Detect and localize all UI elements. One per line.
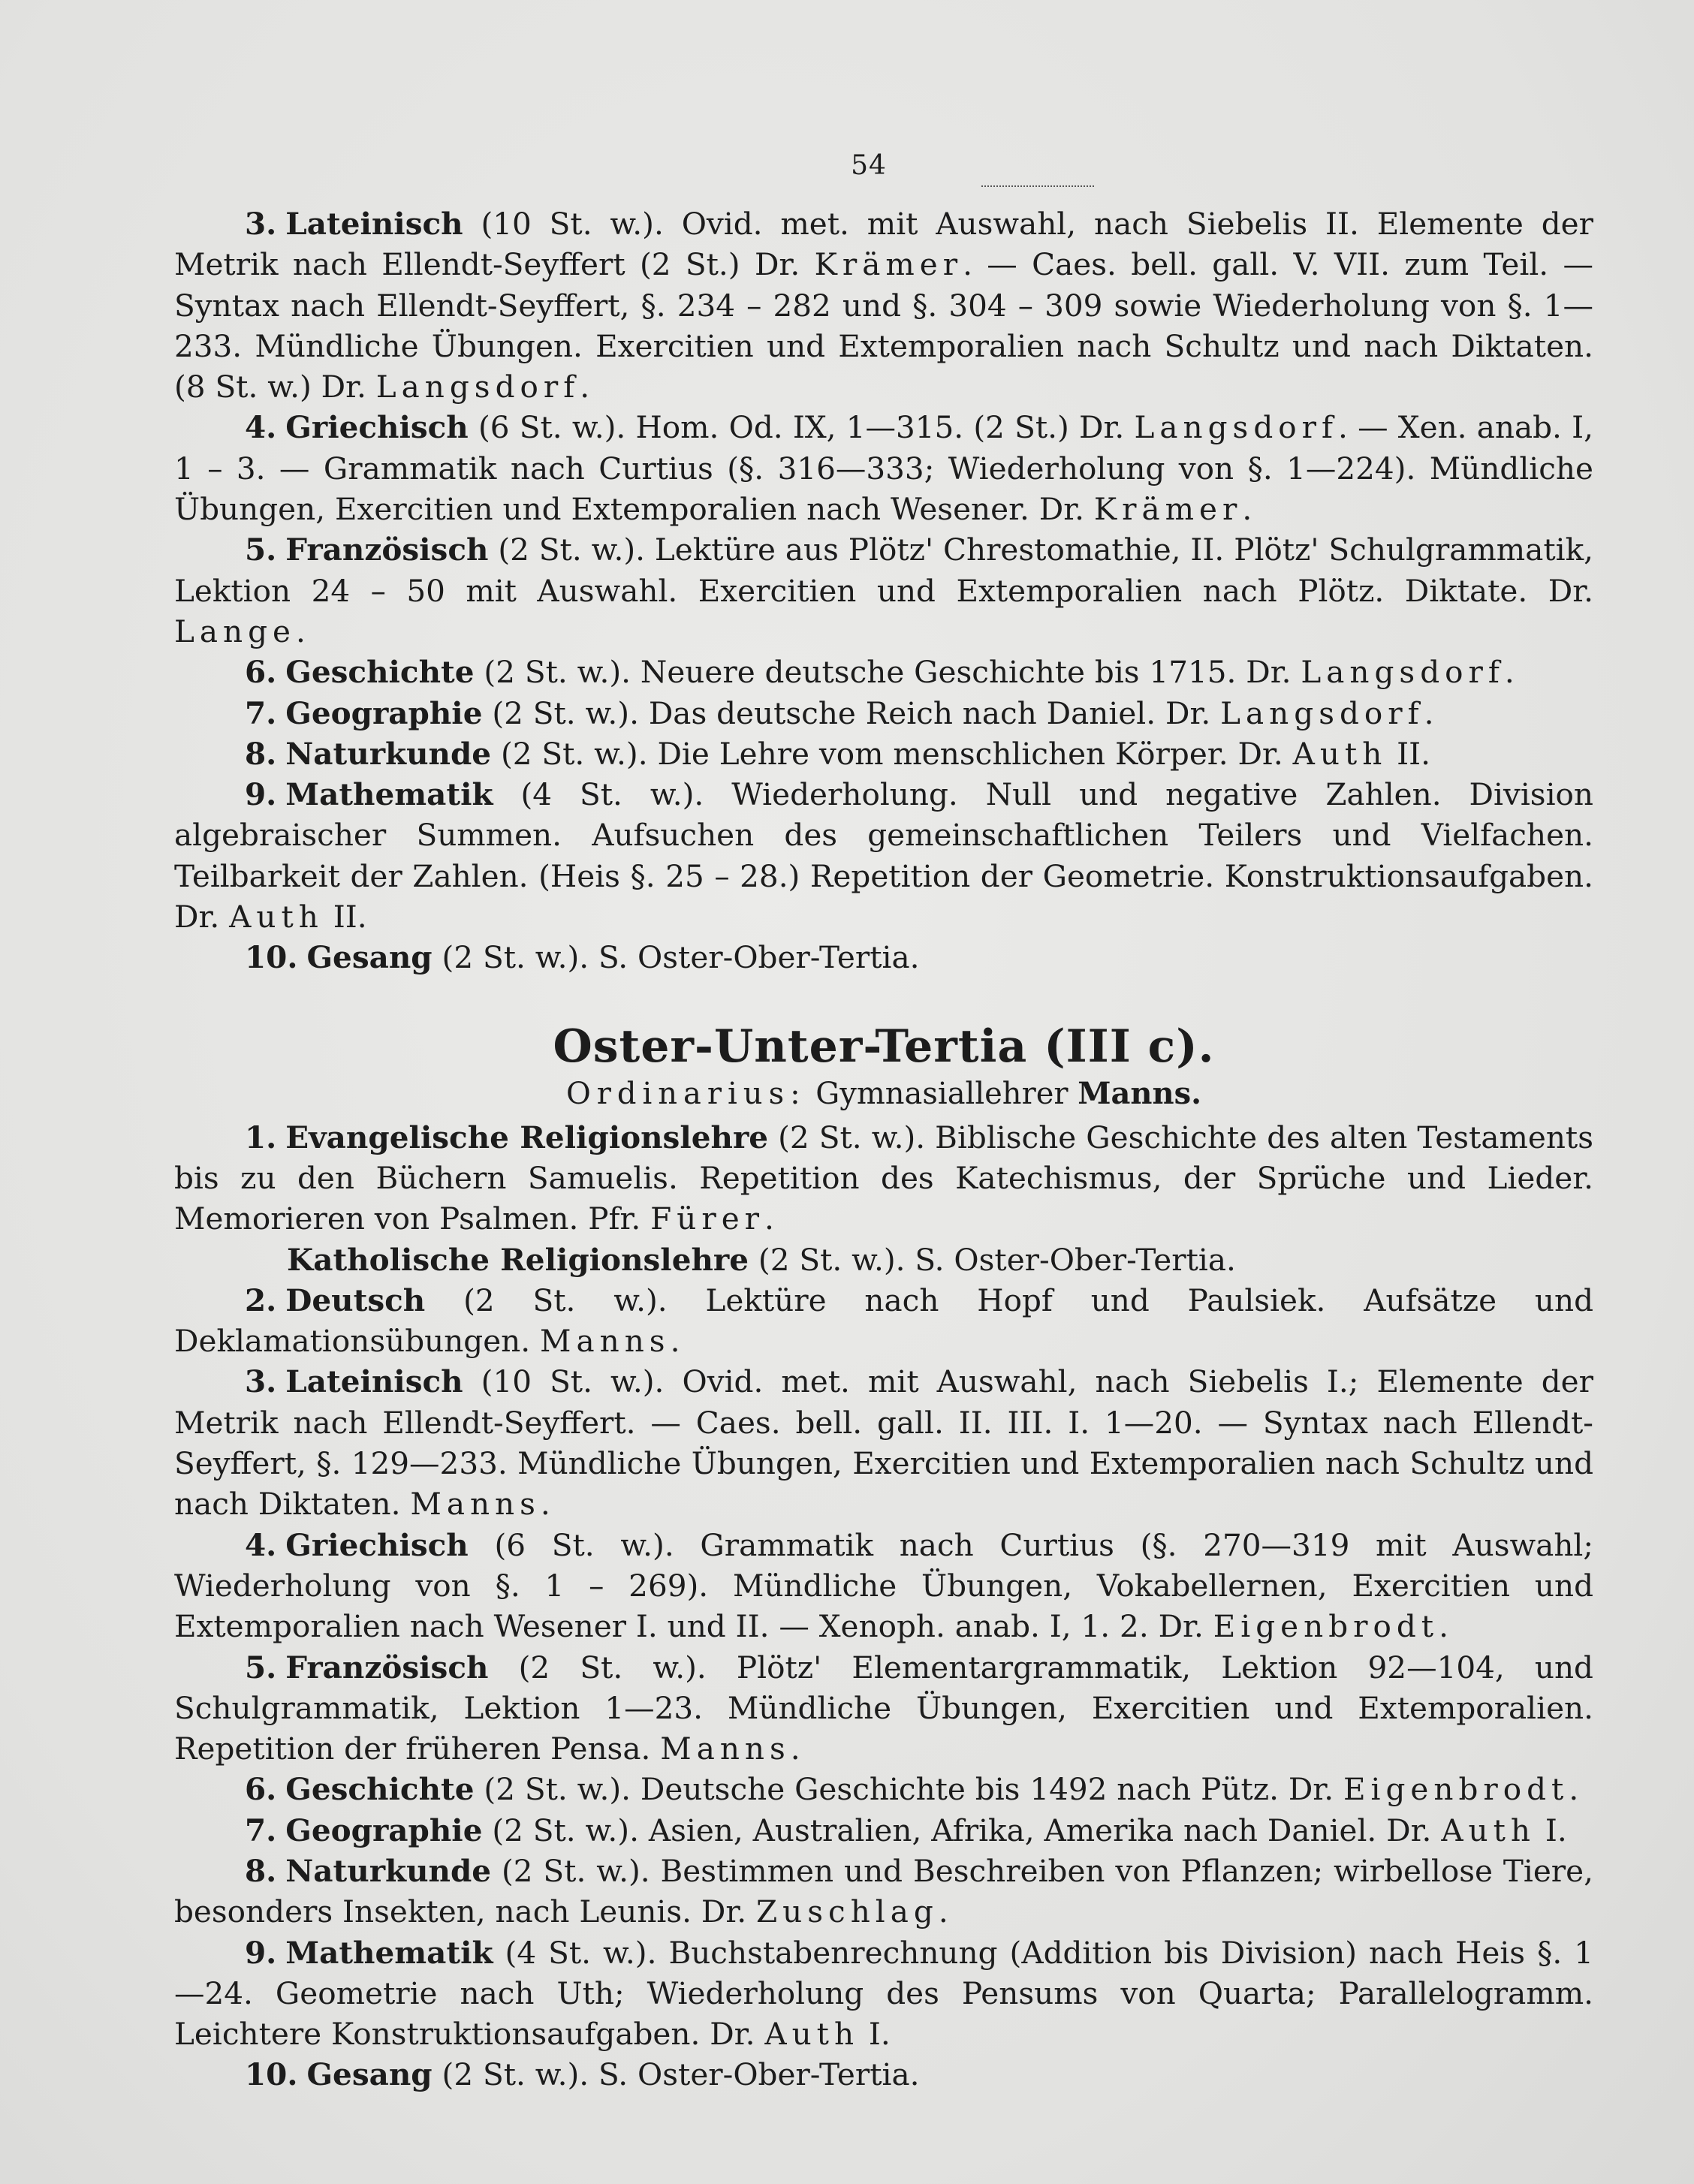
entry-subject: Gesang — [306, 2056, 433, 2093]
entry-teacher: Lange — [174, 613, 297, 649]
entry-number: 4. — [245, 409, 277, 446]
entry-number: 5. — [245, 532, 277, 568]
curriculum-entry — [174, 203, 1593, 407]
entry-teacher: Fürer — [650, 1200, 765, 1237]
entry-text: (6 St. w.). Hom. Od. IX, 1—315. (2 St.) Dr. — [468, 409, 1135, 446]
entry-number: 4. — [245, 1526, 277, 1563]
entry-text: (2 St. w.). Deutsche Geschichte bis 1492 nach Pütz. Dr. — [474, 1771, 1343, 1808]
entry-text: (2 St. w.). S. Oster-Ober-Tertia. — [432, 2056, 920, 2093]
entry-number: 10. — [245, 939, 298, 976]
entry-number: 5. — [245, 1649, 277, 1685]
entry-subject: Evangelische Religionslehre — [285, 1119, 769, 1155]
entry-subject: Lateinisch — [285, 206, 463, 242]
curriculum-entry — [174, 407, 1593, 529]
entry-text: (2 St. w.). Das deutsche Reich nach Daniel. Dr. — [482, 694, 1221, 731]
entry-subject: Mathematik — [285, 1934, 493, 1971]
entry-text: (4 St. w.). Wiederholung. Null und negative Zahlen. Division algebraischer Summen. Aufsuchen des gemeinschaftlichen Teilers und Vielfachen. Teilbarkeit der Zahlen. (Heis §. 25 – 28.) Repetition der Geometrie. Konstruktionsaufgaben. Dr. — [174, 776, 1593, 935]
entry-teacher: Manns — [540, 1323, 671, 1360]
entry-number: 2. — [245, 1282, 277, 1318]
entry-text: . — [938, 1893, 948, 1930]
entry-teacher: Langsdorf — [1220, 694, 1424, 731]
entry-subject: Deutsch — [285, 1282, 426, 1318]
entry-number: 3. — [245, 206, 277, 242]
upper-section-list — [174, 203, 1593, 978]
entry-teacher: Auth — [764, 2016, 860, 2053]
entry-text: . — [580, 369, 590, 405]
entry-subject: Französisch — [285, 1649, 489, 1685]
entry-teacher: Manns — [660, 1731, 791, 1767]
page-content — [174, 150, 1593, 2095]
entry-number: 7. — [245, 1812, 277, 1848]
curriculum-entry — [174, 2054, 1593, 2095]
entry-number: 3. — [245, 1363, 277, 1400]
curriculum-entry — [174, 693, 1593, 734]
entry-subject: Gesang — [306, 939, 433, 976]
section-heading: Oster-Unter-Tertia (III c). — [553, 1020, 1215, 1073]
curriculum-entry — [174, 1361, 1593, 1524]
entry-number: 8. — [245, 735, 277, 772]
entry-text: (2 St. w.). Lektüre nach Hopf und Paulsiek. Aufsätze und Deklamationsübungen. — [174, 1282, 1593, 1360]
entry-teacher: Langsdorf — [1301, 654, 1505, 691]
entry-subject: Mathematik — [285, 776, 493, 813]
curriculum-entry — [174, 652, 1593, 692]
entry-teacher: Eigenbrodt — [1213, 1608, 1439, 1645]
entry-number: 8. — [245, 1852, 277, 1889]
curriculum-entry — [174, 1769, 1593, 1809]
entry-teacher: Krämer — [1093, 491, 1243, 528]
entry-teacher: Auth — [229, 899, 324, 935]
curriculum-entry — [174, 1280, 1593, 1362]
entry-teacher: Langsdorf — [375, 369, 580, 405]
curriculum-entry — [174, 529, 1593, 652]
entry-subject: Geschichte — [285, 1771, 475, 1808]
entry-teacher: Zuschlag — [756, 1893, 939, 1930]
ordinarius-label: Ordinarius: — [565, 1076, 806, 1111]
entry-text: (10 St. w.). Ovid. met. mit Auswahl, nach Siebelis I.; Elemente der Metrik nach Ellendt-Seyffert. — Caes. bell. gall. II. III. I. 1—20. — Syntax nach Ellendt-Seyffert, §. 129—233. Mündliche Übungen, Exercitien und Extemporalien nach Schultz und nach Diktaten. — [174, 1363, 1593, 1523]
entry-subject: Griechisch — [285, 1526, 469, 1563]
entry-number: 6. — [245, 654, 277, 691]
entry-text: (6 St. w.). Grammatik nach Curtius (§. 270—319 mit Auswahl; Wiederholung von §. 1 – 269). Mündliche Übungen, Vokabellernen, Exercitien und Extemporalien nach Wesener I. und II. — Xenoph. anab. I, 1. 2. Dr. — [174, 1526, 1593, 1645]
entry-text: . — [1504, 654, 1515, 691]
entry-text: . — [540, 1486, 550, 1523]
entry-text: (2 St. w.). Lektüre aus Plötz' Chrestomathie, II. Plötz' Schulgrammatik, Lektion 24 – 50 mit Auswahl. Exercitien und Extemporalien nach Plötz. Diktate. Dr. — [174, 532, 1593, 609]
entry-text: . — [790, 1731, 800, 1767]
entry-subject: Lateinisch — [285, 1363, 463, 1400]
entry-subject: Katholische Religionslehre — [287, 1241, 749, 1278]
page-number-ornament — [981, 178, 1094, 187]
entry-text: . — [296, 613, 306, 649]
entry-text: . — [670, 1323, 680, 1360]
entry-teacher: Langsdorf — [1134, 409, 1338, 446]
curriculum-entry — [174, 937, 1593, 978]
entry-subject: Naturkunde — [285, 735, 492, 772]
entry-text: (2 St. w.). Die Lehre vom menschlichen Körper. Dr. — [491, 735, 1293, 772]
entry-text: (2 St. w.). Biblische Geschichte des alten Testaments bis zu den Büchern Samuelis. Repetition des Katechismus, der Sprüche und Lieder. Memorieren von Psalmen. Pfr. — [174, 1119, 1593, 1237]
entry-number: 6. — [245, 1771, 277, 1808]
entry-subject: Französisch — [285, 532, 489, 568]
entry-subject: Geographie — [285, 1812, 483, 1848]
entry-number: 7. — [245, 694, 277, 731]
entry-text: (2 St. w.). Plötz' Elementargrammatik, Lektion 92—104, und Schulgrammatik, Lektion 1—23. Mündliche Übungen, Exercitien und Extemporalien. Repetition der früheren Pensa. — [174, 1649, 1593, 1767]
entry-number: 9. — [245, 1934, 277, 1971]
entry-number: 10. — [245, 2056, 298, 2093]
entry-text: . — Xen. anab. I, 1 – 3. — Grammatik nach Curtius (§. 316—333; Wiederholung von §. 1—224). Mündliche Übungen, Exercitien und Extemporalien nach Wesener. Dr. — [174, 409, 1593, 528]
entry-teacher: Auth — [1441, 1812, 1536, 1848]
entry-text: II. — [1387, 735, 1431, 772]
curriculum-entry — [174, 1647, 1593, 1770]
entry-subject: Naturkunde — [285, 1852, 492, 1889]
entry-text: . — [1439, 1608, 1448, 1645]
entry-teacher: Auth — [1292, 735, 1388, 772]
entry-teacher: Krämer — [814, 246, 963, 283]
curriculum-entry — [174, 1117, 1593, 1240]
entry-teacher: Manns — [410, 1486, 541, 1523]
entry-text: (4 St. w.). Buchstabenrechnung (Addition bis Division) nach Heis §. 1—24. Geometrie nach Uth; Wiederholung des Pensums von Quarta; Parallelogramm. Leichtere Konstruktionsaufgaben. Dr. — [174, 1934, 1593, 2053]
entry-text: I. — [1536, 1812, 1567, 1848]
entry-text: . — [764, 1200, 774, 1237]
curriculum-entry — [174, 1810, 1593, 1851]
entry-teacher: Eigenbrodt — [1343, 1771, 1569, 1808]
entry-text: (2 St. w.). S. Oster-Ober-Tertia. — [749, 1241, 1236, 1278]
curriculum-entry — [174, 774, 1593, 937]
curriculum-entry — [174, 734, 1593, 774]
entry-text: (2 St. w.). Bestimmen und Beschreiben von Pflanzen; wirbellose Tiere, besonders Insekten, nach Leunis. Dr. — [174, 1852, 1593, 1930]
curriculum-entry — [174, 1240, 1593, 1280]
entry-text: (2 St. w.). Neuere deutsche Geschichte bis 1715. Dr. — [474, 654, 1301, 691]
entry-text: . — [1424, 694, 1434, 731]
entry-number: 9. — [245, 776, 277, 813]
curriculum-entry — [174, 1932, 1593, 2055]
entry-text: . — Caes. bell. gall. V. VII. zum Teil. — Syntax nach Ellendt-Seyffert, §. 234 – 282 und §. 304 – 309 sowie Wiederholung von §. 1—233. Mündliche Übungen. Exercitien und Extemporalien nach Schultz und nach Diktaten. (8 St. w.) Dr. — [174, 246, 1594, 405]
ordinarius-name: Manns. — [1078, 1075, 1202, 1111]
entry-text: II. — [323, 899, 367, 935]
ordinarius-line — [174, 1076, 1593, 1111]
lower-section-list — [174, 1117, 1593, 2095]
ordinarius-title: Gymnasiallehrer — [806, 1076, 1078, 1111]
entry-subject: Geographie — [285, 694, 483, 731]
entry-subject: Griechisch — [285, 409, 469, 446]
entry-text: (10 St. w.). Ovid. met. mit Auswahl, nach Siebelis II. Elemente der Metrik nach Ellendt-Seyffert (2 St.) Dr. — [174, 206, 1593, 283]
entry-text: . — [1569, 1771, 1579, 1808]
entry-text: . — [1242, 491, 1252, 528]
curriculum-entry — [174, 1851, 1593, 1932]
entry-subject: Geschichte — [285, 654, 475, 691]
entry-text: (2 St. w.). Asien, Australien, Afrika, Amerika nach Daniel. Dr. — [482, 1812, 1442, 1848]
curriculum-entry — [174, 1525, 1593, 1647]
page-number: 54 — [851, 150, 887, 181]
entry-text: I. — [859, 2016, 891, 2053]
entry-number: 1. — [245, 1119, 277, 1155]
entry-text: (2 St. w.). S. Oster-Ober-Tertia. — [432, 939, 920, 976]
